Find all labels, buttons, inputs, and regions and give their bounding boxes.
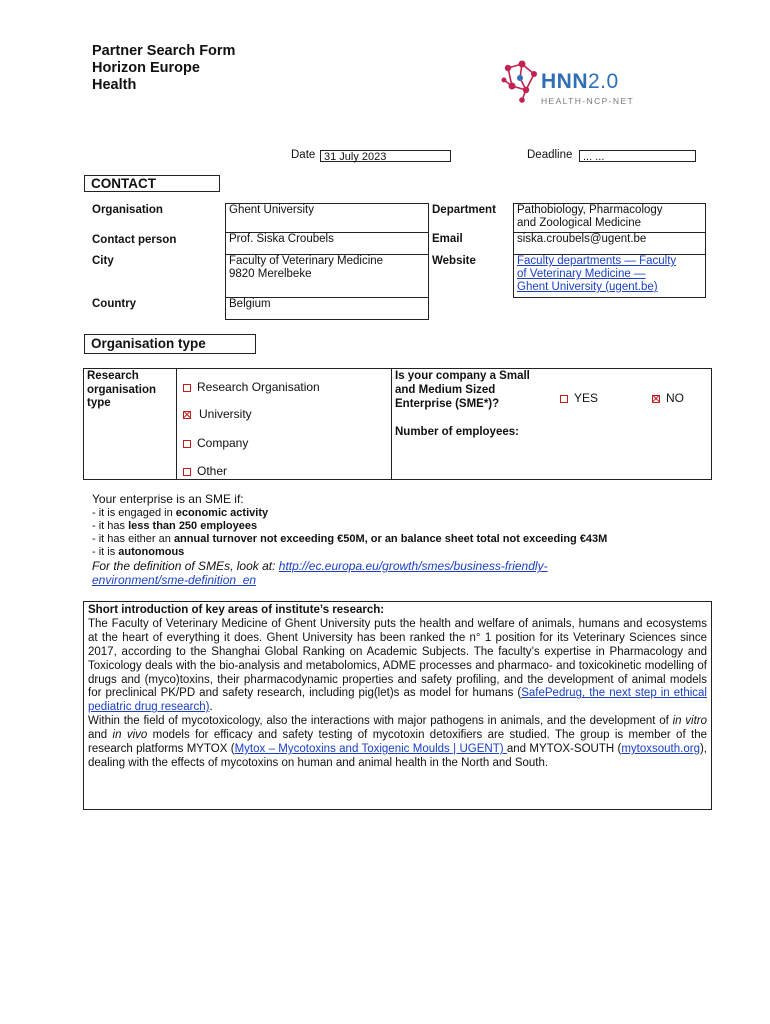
website-link-line-1[interactable]: Faculty departments — Faculty xyxy=(517,255,677,267)
sme-yes-option[interactable] xyxy=(560,391,598,405)
org-type-label xyxy=(87,370,156,411)
sme-no-option[interactable] xyxy=(652,391,684,405)
mytoxsouth-link[interactable]: mytoxsouth.org xyxy=(621,743,700,756)
department-label: Department xyxy=(432,203,496,216)
department-line-2: and Zoological Medicine xyxy=(517,217,642,229)
intro-heading: Short introduction of key areas of institute’s research: xyxy=(88,604,385,616)
sme-question-2: and Medium Sized xyxy=(395,383,496,396)
sme-question-1: Is your company a Small xyxy=(395,370,530,382)
no-label: NO xyxy=(666,391,684,405)
department-value[interactable] xyxy=(514,204,706,233)
sme-criterion-3 xyxy=(92,533,607,546)
org-type-label-2: organisation xyxy=(87,383,157,396)
country-value[interactable]: Belgium xyxy=(226,298,429,320)
intro-italic: in vivo xyxy=(112,729,148,742)
contact-person-label: Contact person xyxy=(92,233,177,246)
research-intro-box xyxy=(83,601,712,810)
city-line-1: Faculty of Veterinary Medicine xyxy=(229,255,384,267)
contact-person-value[interactable]: Prof. Siska Croubels xyxy=(226,233,429,255)
title-line-1: Partner Search Form xyxy=(92,43,236,59)
intro-text: . xyxy=(209,701,213,714)
option-label: Research Organisation xyxy=(197,380,320,394)
sme-info xyxy=(92,493,607,587)
city-label: City xyxy=(92,254,114,267)
safepedrug-link[interactable]: SafePedrug, the next step in ethical pediatric drug research) xyxy=(88,687,707,714)
intro-text: Within the field of mycotoxicology, also the interactions with major pathogens in animals, and the development of xyxy=(88,715,673,728)
option-label: Other xyxy=(197,464,228,478)
intro-text: models for efficacy and safety testing of mycotoxin detoxifiers are studied. The group is member of the research platforms MYTOX ( xyxy=(88,729,707,756)
logo-subtitle: HEALTH-NCP-NET xyxy=(541,96,635,106)
department-line-1: Pathobiology, Pharmacology xyxy=(517,204,663,216)
org-type-divider-2 xyxy=(391,369,392,479)
definition-link[interactable]: http://ec.europa.eu/growth/smes/business-friendly- xyxy=(278,559,548,573)
sme-question-3: Enterprise (SME*)? xyxy=(395,397,500,410)
checkbox-icon[interactable] xyxy=(183,440,191,448)
country-label: Country xyxy=(92,297,137,310)
option-label: Company xyxy=(197,436,249,450)
website-link-line-3[interactable]: Ghent University (ugent.be) xyxy=(517,281,658,293)
intro-text: and xyxy=(88,729,113,742)
organisation-value[interactable]: Ghent University xyxy=(226,204,429,233)
sme-intro: Your enterprise is an SME if: xyxy=(92,492,244,506)
deadline-label: Deadline xyxy=(527,149,573,161)
option-research-organisation[interactable] xyxy=(183,380,320,394)
organisation-label: Organisation xyxy=(92,203,163,216)
form-title xyxy=(92,43,235,94)
email-value[interactable]: siska.croubels@ugent.be xyxy=(514,233,706,255)
email-label: Email xyxy=(432,232,463,245)
criterion-bold: economic activity xyxy=(175,507,269,519)
intro-text: ), dealing with the effects of mycotoxins on human and animal health in the North and South. xyxy=(88,743,707,769)
org-type-table xyxy=(83,368,712,480)
criterion-text: - it is xyxy=(92,546,119,558)
checked-checkbox-icon[interactable] xyxy=(183,411,191,419)
option-university[interactable] xyxy=(183,407,252,421)
city-value[interactable] xyxy=(226,255,429,298)
date-label: Date xyxy=(291,149,316,161)
employees-label: Number of employees: xyxy=(395,426,519,438)
sme-criterion-4 xyxy=(92,546,607,559)
criterion-text: - it has xyxy=(92,520,129,532)
checkbox-icon[interactable] xyxy=(183,468,191,476)
intro-paragraph-1 xyxy=(88,618,707,715)
intro-text: The Faculty of Veterinary Medicine of Ghent University puts the health and welfare of animals, humans and ecosystems at the heart of everything it does. Ghent University has been ranked the n° 1 position for its Veterinary Sciences since 2017, according to the Shanghai Global Ranking on Academic Subjects. The faculty’s expertise in Pharmacology and Toxicology deals with the bio-analysis and metabolomics, ADME processes and pharmaco- and toxicokinetic modelling of drugs and (myco)toxins, their pharmacodynamic properties and safety profiling, and the development of animal models for preclinical PK/PD and safety research, including pig(let)s as model for humans ( xyxy=(88,617,707,700)
definition-text: For the definition of SMEs, look at: xyxy=(92,559,279,573)
org-type-label-3: type xyxy=(87,397,111,409)
city-line-2: 9820 Merelbeke xyxy=(229,268,312,280)
criterion-bold: annual turnover not exceeding €50M, or an balance sheet total not exceeding €43M xyxy=(173,533,608,545)
logo-version: 2.0 xyxy=(588,70,619,93)
website-value[interactable] xyxy=(514,255,706,298)
sme-criterion-1 xyxy=(92,507,607,520)
title-line-2: Horizon Europe xyxy=(92,60,200,76)
org-type-divider-1 xyxy=(176,369,177,479)
sme-criterion-2 xyxy=(92,520,607,533)
yes-label: YES xyxy=(574,391,599,405)
checked-checkbox-icon[interactable] xyxy=(652,395,660,403)
title-line-3: Health xyxy=(92,77,137,93)
mytox-link[interactable]: Mytox – Mycotoxins and Toxigenic Moulds | UGENT) xyxy=(234,743,507,756)
criterion-text: - it is engaged in xyxy=(92,507,176,519)
intro-text: and MYTOX-SOUTH ( xyxy=(506,743,622,756)
contact-section-title: CONTACT xyxy=(84,175,220,192)
date-field[interactable]: 31 July 2023 xyxy=(320,150,451,162)
sme-definition xyxy=(92,559,607,587)
contact-table xyxy=(83,203,706,320)
checkbox-icon[interactable] xyxy=(560,395,568,403)
sme-question xyxy=(395,370,530,411)
option-other[interactable] xyxy=(183,464,227,478)
checkbox-icon[interactable] xyxy=(183,384,191,392)
intro-italic: in vitro xyxy=(672,715,707,728)
option-company[interactable] xyxy=(183,436,248,450)
option-label: University xyxy=(199,407,252,421)
org-type-section-title: Organisation type xyxy=(84,334,256,354)
logo-wordmark xyxy=(541,70,619,94)
intro-paragraph-2 xyxy=(88,715,707,771)
website-link-line-2[interactable]: of Veterinary Medicine — xyxy=(517,268,646,280)
criterion-bold: autonomous xyxy=(118,546,185,558)
org-type-label-1: Research xyxy=(87,370,139,382)
criterion-bold: less than 250 employees xyxy=(128,520,258,532)
website-label: Website xyxy=(432,254,476,267)
definition-link-cont[interactable]: environment/sme-definition_en xyxy=(92,573,257,587)
logo-text: HNN xyxy=(541,70,588,93)
deadline-field[interactable]: ... ... xyxy=(579,150,696,162)
criterion-text: - it has either an xyxy=(92,533,174,545)
